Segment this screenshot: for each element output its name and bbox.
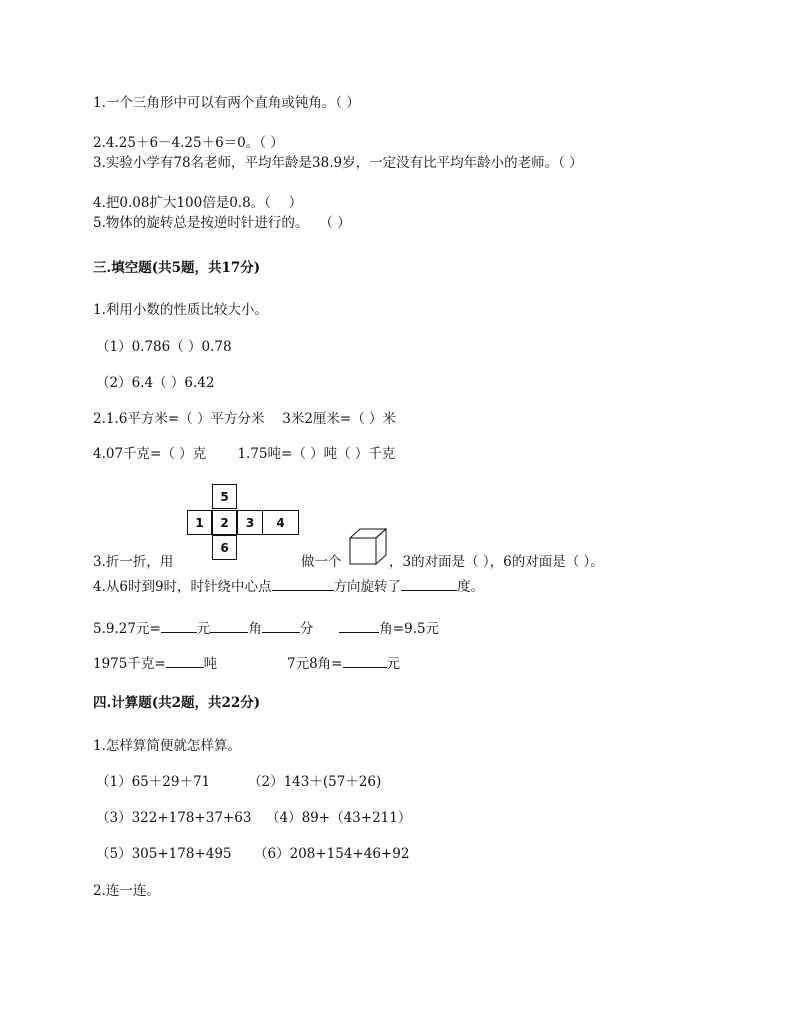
q5-blank-jiao-2: [339, 618, 379, 633]
fill-question-4: [93, 576, 484, 596]
q4-text-a: 4.从6时到9时，时针绕中心点: [93, 579, 272, 595]
q4-blank-degrees: [401, 576, 457, 591]
q5-text-d: 分: [299, 621, 314, 637]
calc-item-2: （2）143＋(57＋26): [248, 774, 382, 790]
fill-question-5c: [287, 653, 400, 673]
cube-icon: [349, 527, 389, 567]
calc-item-6: （6）208+154+46+92: [254, 846, 410, 862]
q5-blank-fen: [262, 618, 300, 633]
net-cell-5: 5: [212, 484, 237, 509]
net-cell-3: 3: [237, 510, 263, 535]
calc-item-4: （4）89+（43+211）: [266, 810, 412, 826]
q4-text-c: 度。: [457, 579, 485, 595]
fill-question-1b: （2）6.4（ ）6.42: [96, 375, 215, 391]
judge-question-4: 4.把0.08扩大100倍是0.8。（ ）: [93, 195, 303, 211]
q5-blank-yuan: [161, 618, 197, 633]
net-cell-6: 6: [212, 535, 237, 560]
q5-text-c: 角: [248, 621, 262, 637]
q5-blank-jiao: [210, 618, 248, 633]
judge-question-3: 3.实验小学有78名老师，平均年龄是38.9岁，一定没有比平均年龄小的老师。（ ）: [93, 155, 583, 171]
calc-section-heading: 四.计算题(共2题，共22分): [93, 695, 261, 711]
judge-question-1: 1.一个三角形中可以有两个直角或钝角。（ ）: [93, 95, 360, 111]
q5-text-i: 元: [386, 656, 400, 672]
fill-question-1: 1.利用小数的性质比较大小。: [93, 302, 268, 318]
fill-question-3-suffix: ，3的对面是（ ），6的对面是（ ）。: [389, 554, 604, 570]
q5-blank-dun: [166, 653, 204, 668]
net-cell-2: 2: [212, 510, 237, 535]
q5-text-h: 7元8角=: [287, 656, 343, 672]
calc-question-2: 2.连一连。: [93, 883, 160, 899]
fill-question-2b: 4.07千克=（ ）克 1.75吨=（ ）吨（ ）千克: [93, 446, 396, 462]
fill-question-5a: [93, 618, 439, 638]
calc-question-1: 1.怎样算简便就怎样算。: [93, 738, 241, 754]
judge-question-5: 5.物体的旋转总是按逆时针进行的。 （ ）: [93, 215, 351, 231]
q4-blank-direction: [272, 576, 334, 591]
judge-question-2: 2.4.25＋6－4.25＋6＝0。（ ）: [93, 135, 284, 151]
q5-text-g: 吨: [203, 656, 218, 672]
fill-question-5b: [93, 653, 217, 673]
fill-question-3-prefix: 3.折一折，用: [93, 554, 174, 570]
q5-text-e: 角=9.5元: [379, 621, 440, 637]
fill-section-heading: 三.填空题(共5题，共17分): [93, 260, 261, 276]
net-cell-1: 1: [187, 510, 212, 535]
fill-question-3-mid: 做一个: [301, 554, 342, 570]
fill-question-2a: 2.1.6平方米=（ ）平方分米 3米2厘米=（ ）米: [93, 411, 397, 427]
q5-text-f: 1975千克=: [93, 656, 166, 672]
q5-blank-yuan-2: [343, 653, 387, 668]
calc-item-1: （1）65＋29＋71: [96, 774, 211, 790]
calc-item-3: （3）322+178+37+63: [96, 810, 252, 826]
fill-question-1a: （1）0.786（ ）0.78: [96, 339, 232, 355]
net-cell-4: 4: [262, 510, 299, 535]
calc-item-5: （5）305+178+495: [96, 846, 232, 862]
q5-text-a: 5.9.27元=: [93, 621, 161, 637]
q4-text-b: 方向旋转了: [333, 579, 402, 595]
q5-text-b: 元: [196, 621, 211, 637]
